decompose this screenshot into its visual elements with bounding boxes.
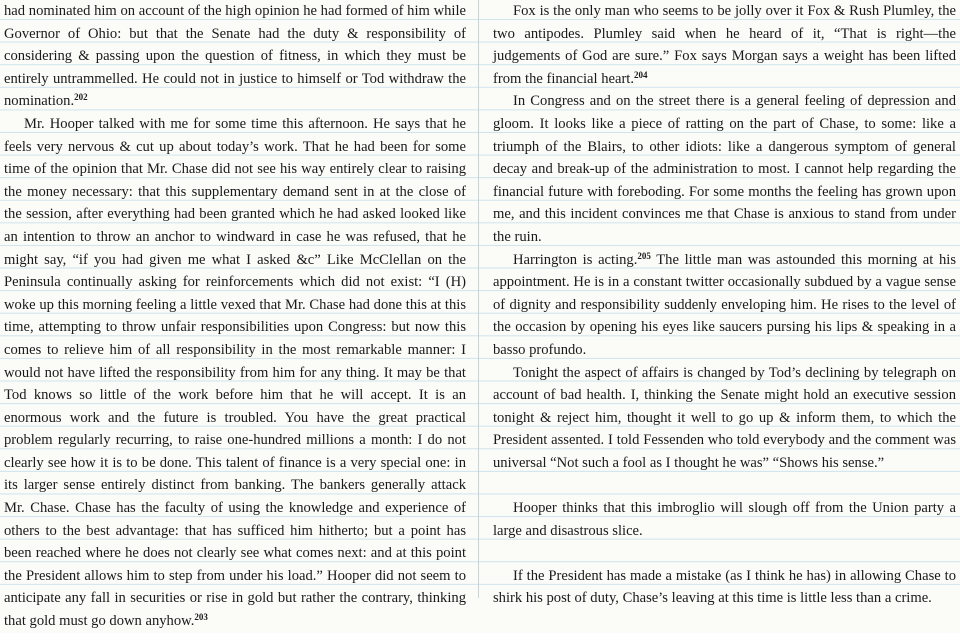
footnote-marker: 204 [634, 69, 648, 80]
paragraph: Tonight the aspect of affairs is changed by Tod’s declining by telegraph on account of bad health. I, thinking the Senate might hold an executive session tonight & reject him, thought it well to go up & inform them, to which the President assented. I told Fessenden who told everybody and the comment was universal “Not such a fool as I thought he was” “Shows his sense.” [493, 364, 956, 471]
paragraph: Mr. Hooper talked with me for some time this afternoon. He says that he feels very nervous & cut up about today’s work. That he had been for some time of the opinion that Mr. Chase did not see his way entirely clear to raising the money necessary: that this supplementary demand sent in at the close of the session, after everything had been granted which he had asked looked like an intention to throw an anchor to windward in case he was refused, that he might say, “if you had given me what I asked &c” Like McClellan on the Peninsula continually asking for reinforcements which did not exist: “I (H) woke up this morning feeling a little vexed that Mr. Chase had done this at this time, attempting to throw unfair responsibilities upon Congress: but now this comes to relieve him of all responsibility in the most remarkable manner: I would not have lifted the responsibility from him for any thing. It may be that Tod knows so little of the work before him that he will accept. It is an enormous work and the future is troubled. You have the great practical problem regularly recurring, to raise one-hundred millions a month: I do not clearly see how it is to be done. This talent of finance is a very special one: in its larger sense entirely distinct from banking. The bankers generally attack Mr. Chase. Chase has the faculty of using the knowledge and experience of others to the best advantage: that has sufficed him hitherto; but a point has been reached where he does not clearly see what comes next: and at this point the President allows him to step from under his load.” Hooper did not seem to anticipate any fall in securities or rise in gold but rather the contrary, thinking that gold must go down anyhow.$^{203}$ [4, 115, 466, 630]
footnote-marker: 203 [194, 612, 208, 623]
footnote-marker: 202 [74, 92, 88, 103]
paragraph: If the President has made a mistake (as I think he has) in allowing Chase to shirk his post of duty, Chase’s leaving at this time is little less than a crime. [493, 567, 956, 607]
footnote-marker: 205 [637, 250, 651, 261]
paragraph: had nominated him on account of the high opinion he had formed of him while Governor of Ohio: but that the Senate had the duty & responsibility of considering & passing upon the question of fitness, in which they must be entirely untrammelled. He could not in justice to himself or Tod withdraw the nomination.$^{202}$ [4, 3, 466, 110]
column-divider [478, 0, 479, 598]
paragraph: In Congress and on the street there is a general feeling of depression and gloom. It looks like a piece of ratting on the part of Chase, to some: like a triumph of the Blairs, to other idiots: like a dangerous symptom of general decay and break-up of the administration to most. I cannot help regarding the financial future with foreboding. For some months the feeling has grown upon me, and this incident convinces me that Chase is anxious to stand from under the ruin. [493, 93, 956, 245]
left-column [4, 0, 466, 633]
paragraph: Harrington is acting.$^{205}$ The little man was astounded this morning at his appointment. He is in a constant twitter occasionally subdued by a vague sense of dignity and responsibility suddenly enveloping him. He rises to the level of the occasion by opening his eyes like saucers pursing his lips & speaking in a basso profundo. [493, 250, 956, 358]
paragraph: Hooper thinks that this imbroglio will slough off from the Union party a large and disastrous slice. [493, 500, 956, 539]
paragraph: Fox is the only man who seems to be jolly over it Fox & Rush Plumley, the two antipodes. Plumley said when he heard of it, “That is right—the judgements of God are sure.” Fox says Morgan says a weight has been lifted from the financial heart.$^{204}$ [493, 3, 956, 87]
right-column [493, 0, 956, 610]
